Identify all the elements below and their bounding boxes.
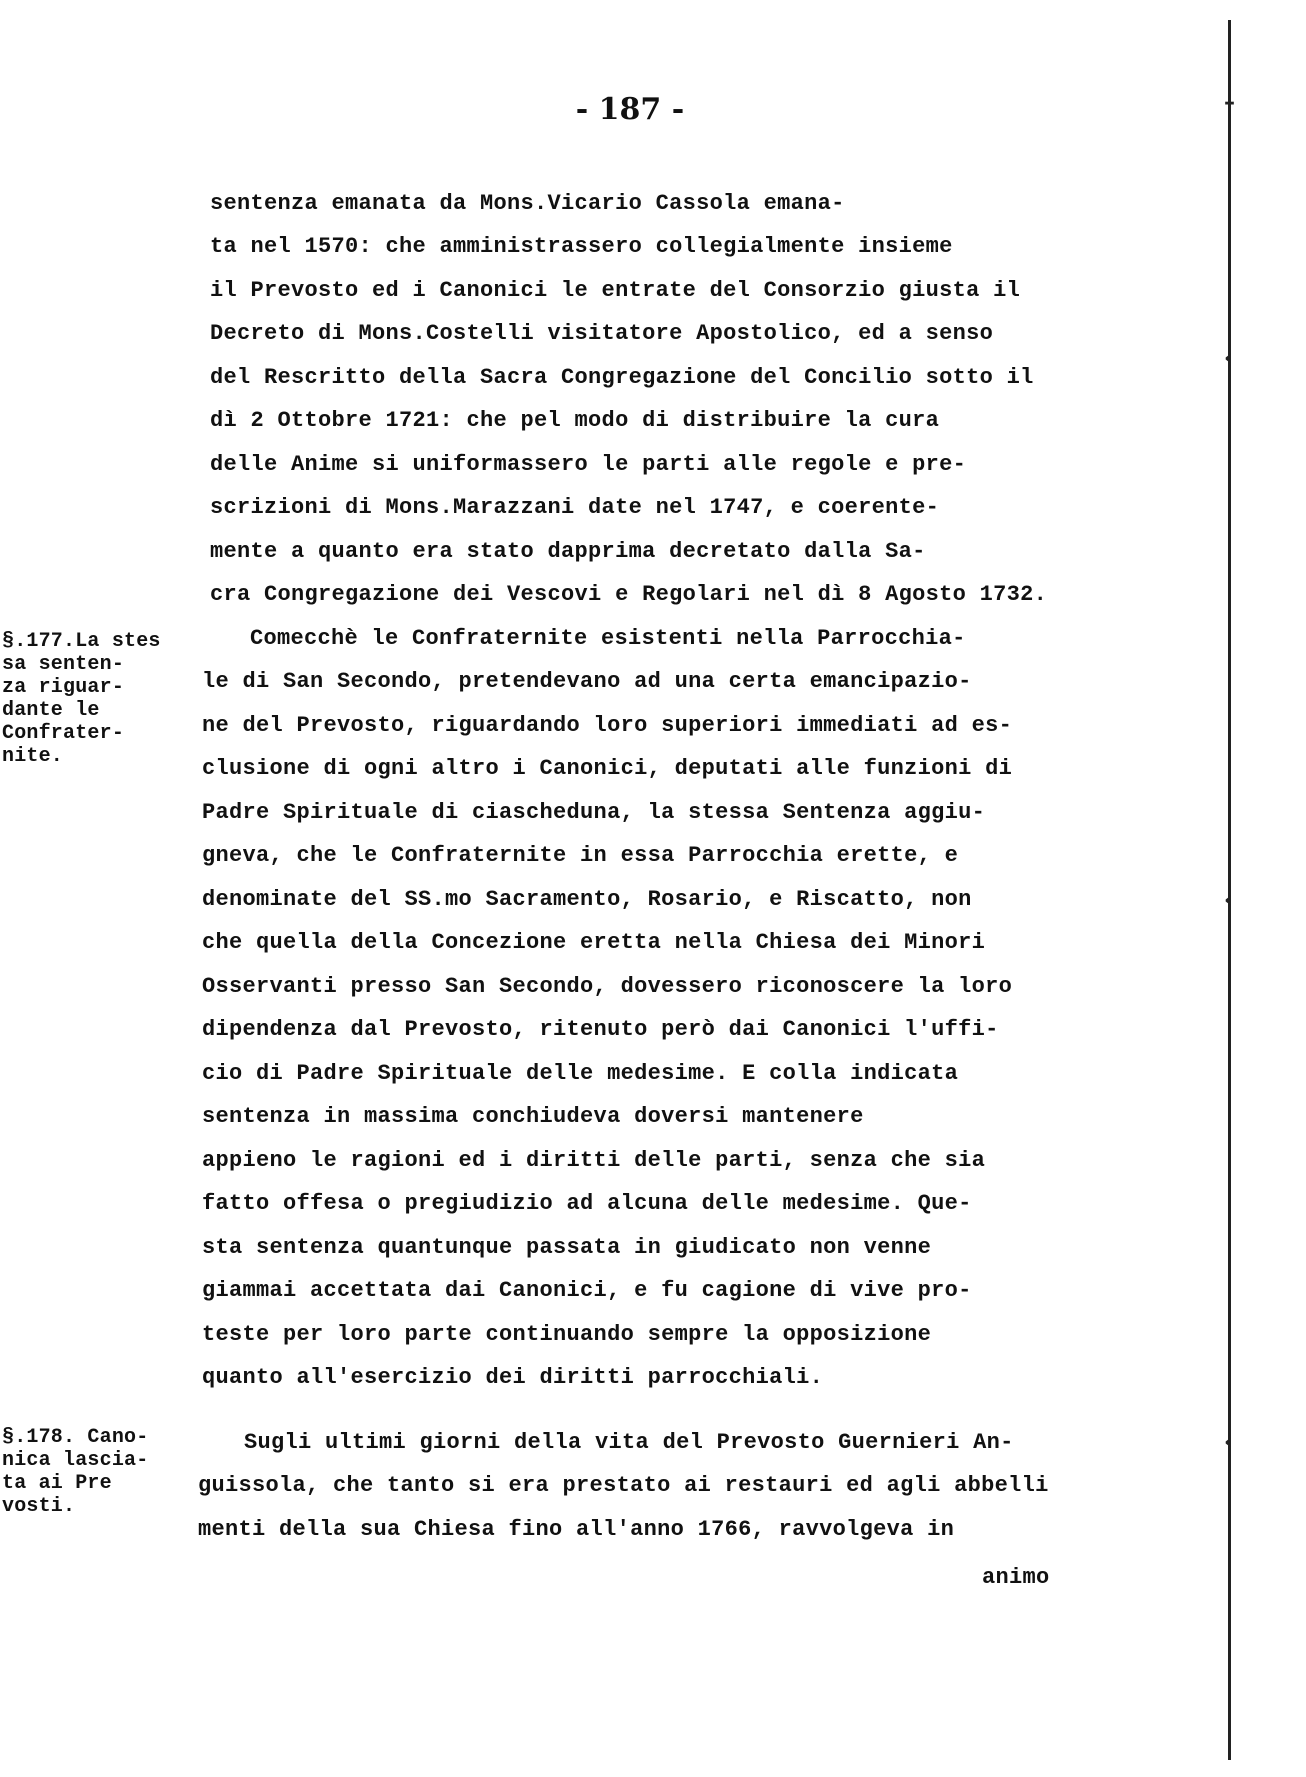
page-number: - 187 - <box>575 92 685 127</box>
text-line: delle Anime si uniformassero le parti alle regole e pre- <box>210 452 967 477</box>
text-line: del Rescritto della Sacra Congregazione del Concilio sotto il <box>210 365 1034 390</box>
text-line: sentenza in massima conchiudeva doversi mantenere <box>202 1104 864 1129</box>
text-line: sta sentenza quantunque passata in giudicato non venne <box>202 1235 932 1260</box>
text-line: guissola, che tanto si era prestato ai restauri ed agli abbelli <box>198 1473 1049 1498</box>
text-line: Osservanti presso San Secondo, dovessero riconoscere la loro <box>202 974 1013 999</box>
text-line: quanto all'esercizio dei diritti parrocchiali. <box>202 1365 824 1390</box>
text-line: dì 2 Ottobre 1721: che pel modo di distribuire la cura <box>210 408 940 433</box>
text-line: che quella della Concezione eretta nella Chiesa dei Minori <box>202 930 986 955</box>
text-line: teste per loro parte continuando sempre la opposizione <box>202 1322 932 1347</box>
text-line: menti della sua Chiesa fino all'anno 1766, ravvolgeva in <box>198 1517 955 1542</box>
edge-mark-icon: ‹ <box>1224 888 1234 913</box>
edge-mark-icon: – <box>1224 90 1235 115</box>
text-line: sentenza emanata da Mons.Vicario Cassola emana- <box>210 191 845 216</box>
margin-note: §.178. Cano- nica lascia- ta ai Pre vosti. <box>2 1426 149 1518</box>
text-line: cio di Padre Spirituale delle medesime. E colla indicata <box>202 1061 959 1086</box>
text-line: Comecchè le Confraternite esistenti nella Parrocchia- <box>250 626 966 651</box>
text-line: fatto offesa o pregiudizio ad alcuna delle medesime. Que- <box>202 1191 972 1216</box>
text-line: clusione di ogni altro i Canonici, deputati alle funzioni di <box>202 756 1013 781</box>
edge-mark-icon: ‹ <box>1224 1430 1234 1455</box>
text-line: Sugli ultimi giorni della vita del Prevosto Guernieri An- <box>244 1430 1014 1455</box>
text-line: Padre Spirituale di ciascheduna, la stessa Sentenza aggiu- <box>202 800 986 825</box>
text-line: le di San Secondo, pretendevano ad una certa emancipazio- <box>202 669 972 694</box>
edge-mark-icon: ‹ <box>1224 346 1234 371</box>
text-line: gneva, che le Confraternite in essa Parrocchia erette, e <box>202 843 959 868</box>
text-line: scrizioni di Mons.Marazzani date nel 1747, e coerente- <box>210 495 940 520</box>
text-line: Decreto di Mons.Costelli visitatore Apostolico, ed a senso <box>210 321 994 346</box>
text-line: il Prevosto ed i Canonici le entrate del Consorzio giusta il <box>210 278 1021 303</box>
text-line: giammai accettata dai Canonici, e fu cagione di vive pro- <box>202 1278 972 1303</box>
text-line: mente a quanto era stato dapprima decretato dalla Sa- <box>210 539 926 564</box>
text-line: cra Congregazione dei Vescovi e Regolari nel dì 8 Agosto 1732. <box>210 582 1048 607</box>
text-line: ne del Prevosto, riguardando loro superiori immediati ad es- <box>202 713 1013 738</box>
text-line: denominate del SS.mo Sacramento, Rosario, e Riscatto, non <box>202 887 972 912</box>
text-line: dipendenza dal Prevosto, ritenuto però dai Canonici l'uffi- <box>202 1017 999 1042</box>
text-line: appieno le ragioni ed i diritti delle parti, senza che sia <box>202 1148 986 1173</box>
margin-note: §.177.La stes sa senten- za riguar- dante le Confrater- nite. <box>2 630 161 768</box>
text-line: animo <box>982 1565 1050 1590</box>
text-line: ta nel 1570: che amministrassero collegialmente insieme <box>210 234 953 259</box>
